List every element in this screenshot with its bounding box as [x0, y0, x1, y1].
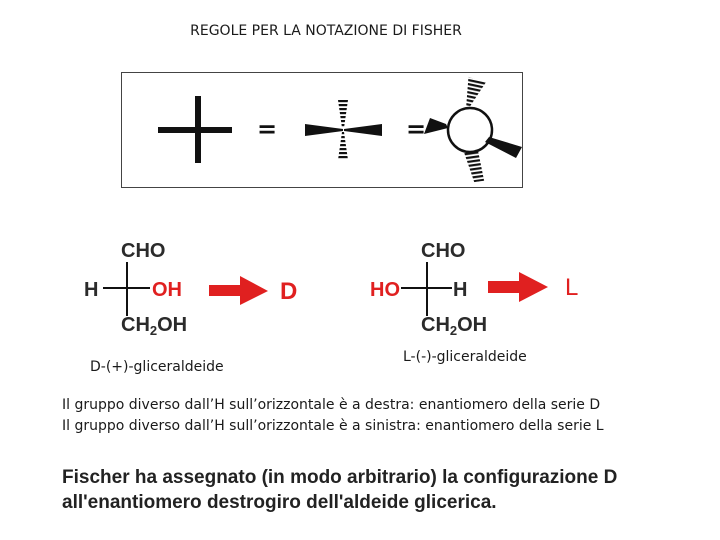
d-bottom-oh: OH [157, 314, 188, 336]
left-wedge [305, 124, 343, 136]
fischer-cross [158, 96, 232, 163]
right-wedge [344, 124, 382, 136]
footer-line-2: all'enantiomero destrogiro dell'aldeide glicerica. [62, 492, 497, 513]
d-fischer-bonds [103, 262, 150, 316]
d-right-group: OH [152, 279, 182, 301]
right-wedge-bond [485, 137, 522, 158]
l-bottom-ch: CH [421, 314, 450, 336]
l-bottom-group [421, 314, 487, 337]
perspective-projection [424, 77, 522, 183]
d-top-group: CHO [121, 240, 166, 262]
l-series-arrow [488, 272, 548, 302]
d-glyceraldehyde-name: D-(+)-gliceraldeide [90, 359, 224, 375]
d-left-group: H [84, 279, 99, 301]
l-series-label: L [565, 274, 579, 301]
lower-hash-bond [464, 149, 484, 183]
left-wedge-bond [424, 118, 448, 134]
d-series-arrow [209, 276, 268, 305]
l-bottom-oh: OH [457, 314, 488, 336]
footer-line-1: Fischer ha assegnato (in modo arbitrario) la configurazione D [62, 467, 618, 488]
d-bottom-subscript: 2 [149, 323, 158, 338]
equals-sign-2: = [406, 115, 427, 143]
page-title: REGOLE PER LA NOTAZIONE DI FISHER [190, 23, 462, 39]
d-series-label: D [280, 278, 298, 305]
footer-note [62, 465, 617, 515]
equals-sign-1: = [257, 115, 278, 143]
wedge-hash-cross [305, 100, 382, 160]
rule-l-series: Il gruppo diverso dall’H sull’orizzontale è a sinistra: enantiomero della serie L [62, 418, 604, 434]
l-bottom-subscript: 2 [449, 323, 458, 338]
rule-d-series: Il gruppo diverso dall’H sull’orizzontale è a destra: enantiomero della serie D [62, 397, 601, 413]
l-right-group: H [453, 279, 468, 301]
d-bottom-group [121, 314, 187, 337]
carbon-circle [448, 108, 492, 152]
l-top-group: CHO [421, 240, 466, 262]
bottom-hash-bond [338, 132, 348, 160]
l-glyceraldehyde-name: L-(-)-gliceraldeide [403, 349, 527, 365]
upper-hash-bond [462, 77, 486, 110]
d-bottom-ch: CH [121, 314, 150, 336]
top-hash-bond [338, 100, 348, 128]
l-left-group: HO [370, 279, 400, 301]
l-fischer-bonds [401, 262, 452, 316]
